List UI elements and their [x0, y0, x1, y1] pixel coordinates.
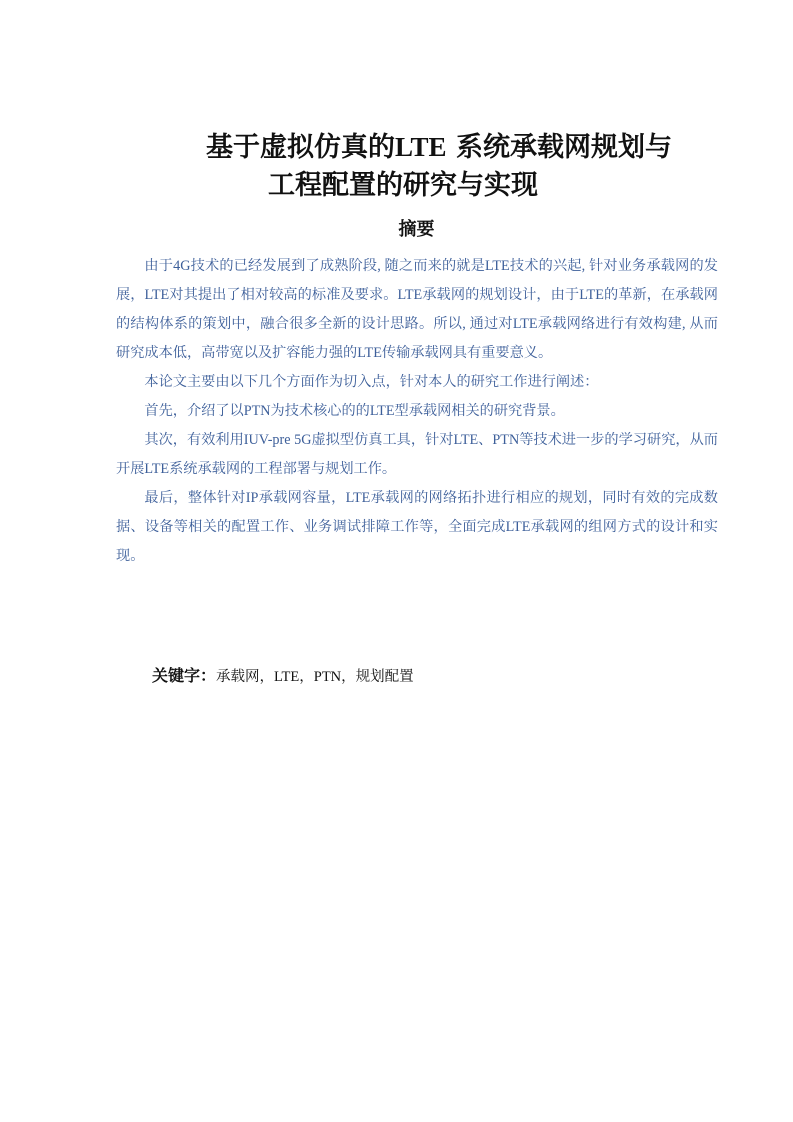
keywords-value: 承载网，LTE，PTN，规划配置 [216, 669, 414, 685]
title-latin: LTE [395, 132, 447, 162]
abstract-paragraph: 最后，整体针对IP承载网容量，LTE承载网的网络拓扑进行相应的规划，同时有效的完成数据、设备等相关的配置工作、业务调试排障工作等，全面完成LTE承载网的组网方式的设计和实现。 [116, 490, 718, 564]
abstract-body [116, 252, 718, 571]
abstract-paragraph: 其次，有效利用IUV-pre 5G虚拟型仿真工具，针对LTE、PTN等技术进一步的学习研究，从而开展LTE系统承载网的工程部署与规划工作。 [116, 432, 718, 477]
document-title-line-2: 工程配置的研究与实现 [268, 170, 538, 201]
abstract-paragraph: 本论文主要由以下几个方面作为切入点，针对本人的研究工作进行阐述： [144, 374, 599, 390]
keywords-line [152, 663, 414, 690]
abstract-paragraph: 首先，介绍了以PTN为技术核心的的LTE型承载网相关的研究背景。 [144, 403, 565, 419]
abstract-heading: 摘要 [398, 219, 435, 240]
document-title-line-1 [0, 128, 793, 167]
abstract-paragraph: 由于4G技术的已经发展到了成熟阶段, 随之而来的就是LTE技术的兴起, 针对业务承载网的发展，LTE对其提出了相对较高的标准及要求。LTE承载网的规划设计，由于LTE的革新，在承载网的结构体系的策划中，融合很多全新的设计思路。所以, 通过对LTE承载网络进行有效构建, 从而研究成本低，高带宽以及扩容能力强的LTE传输承载网具有重要意义。 [116, 258, 718, 361]
title-prefix: 基于虚拟仿真的 [206, 132, 395, 163]
keywords-label: 关键字： [152, 666, 217, 685]
title-suffix: 系统承载网规划与 [446, 132, 672, 163]
